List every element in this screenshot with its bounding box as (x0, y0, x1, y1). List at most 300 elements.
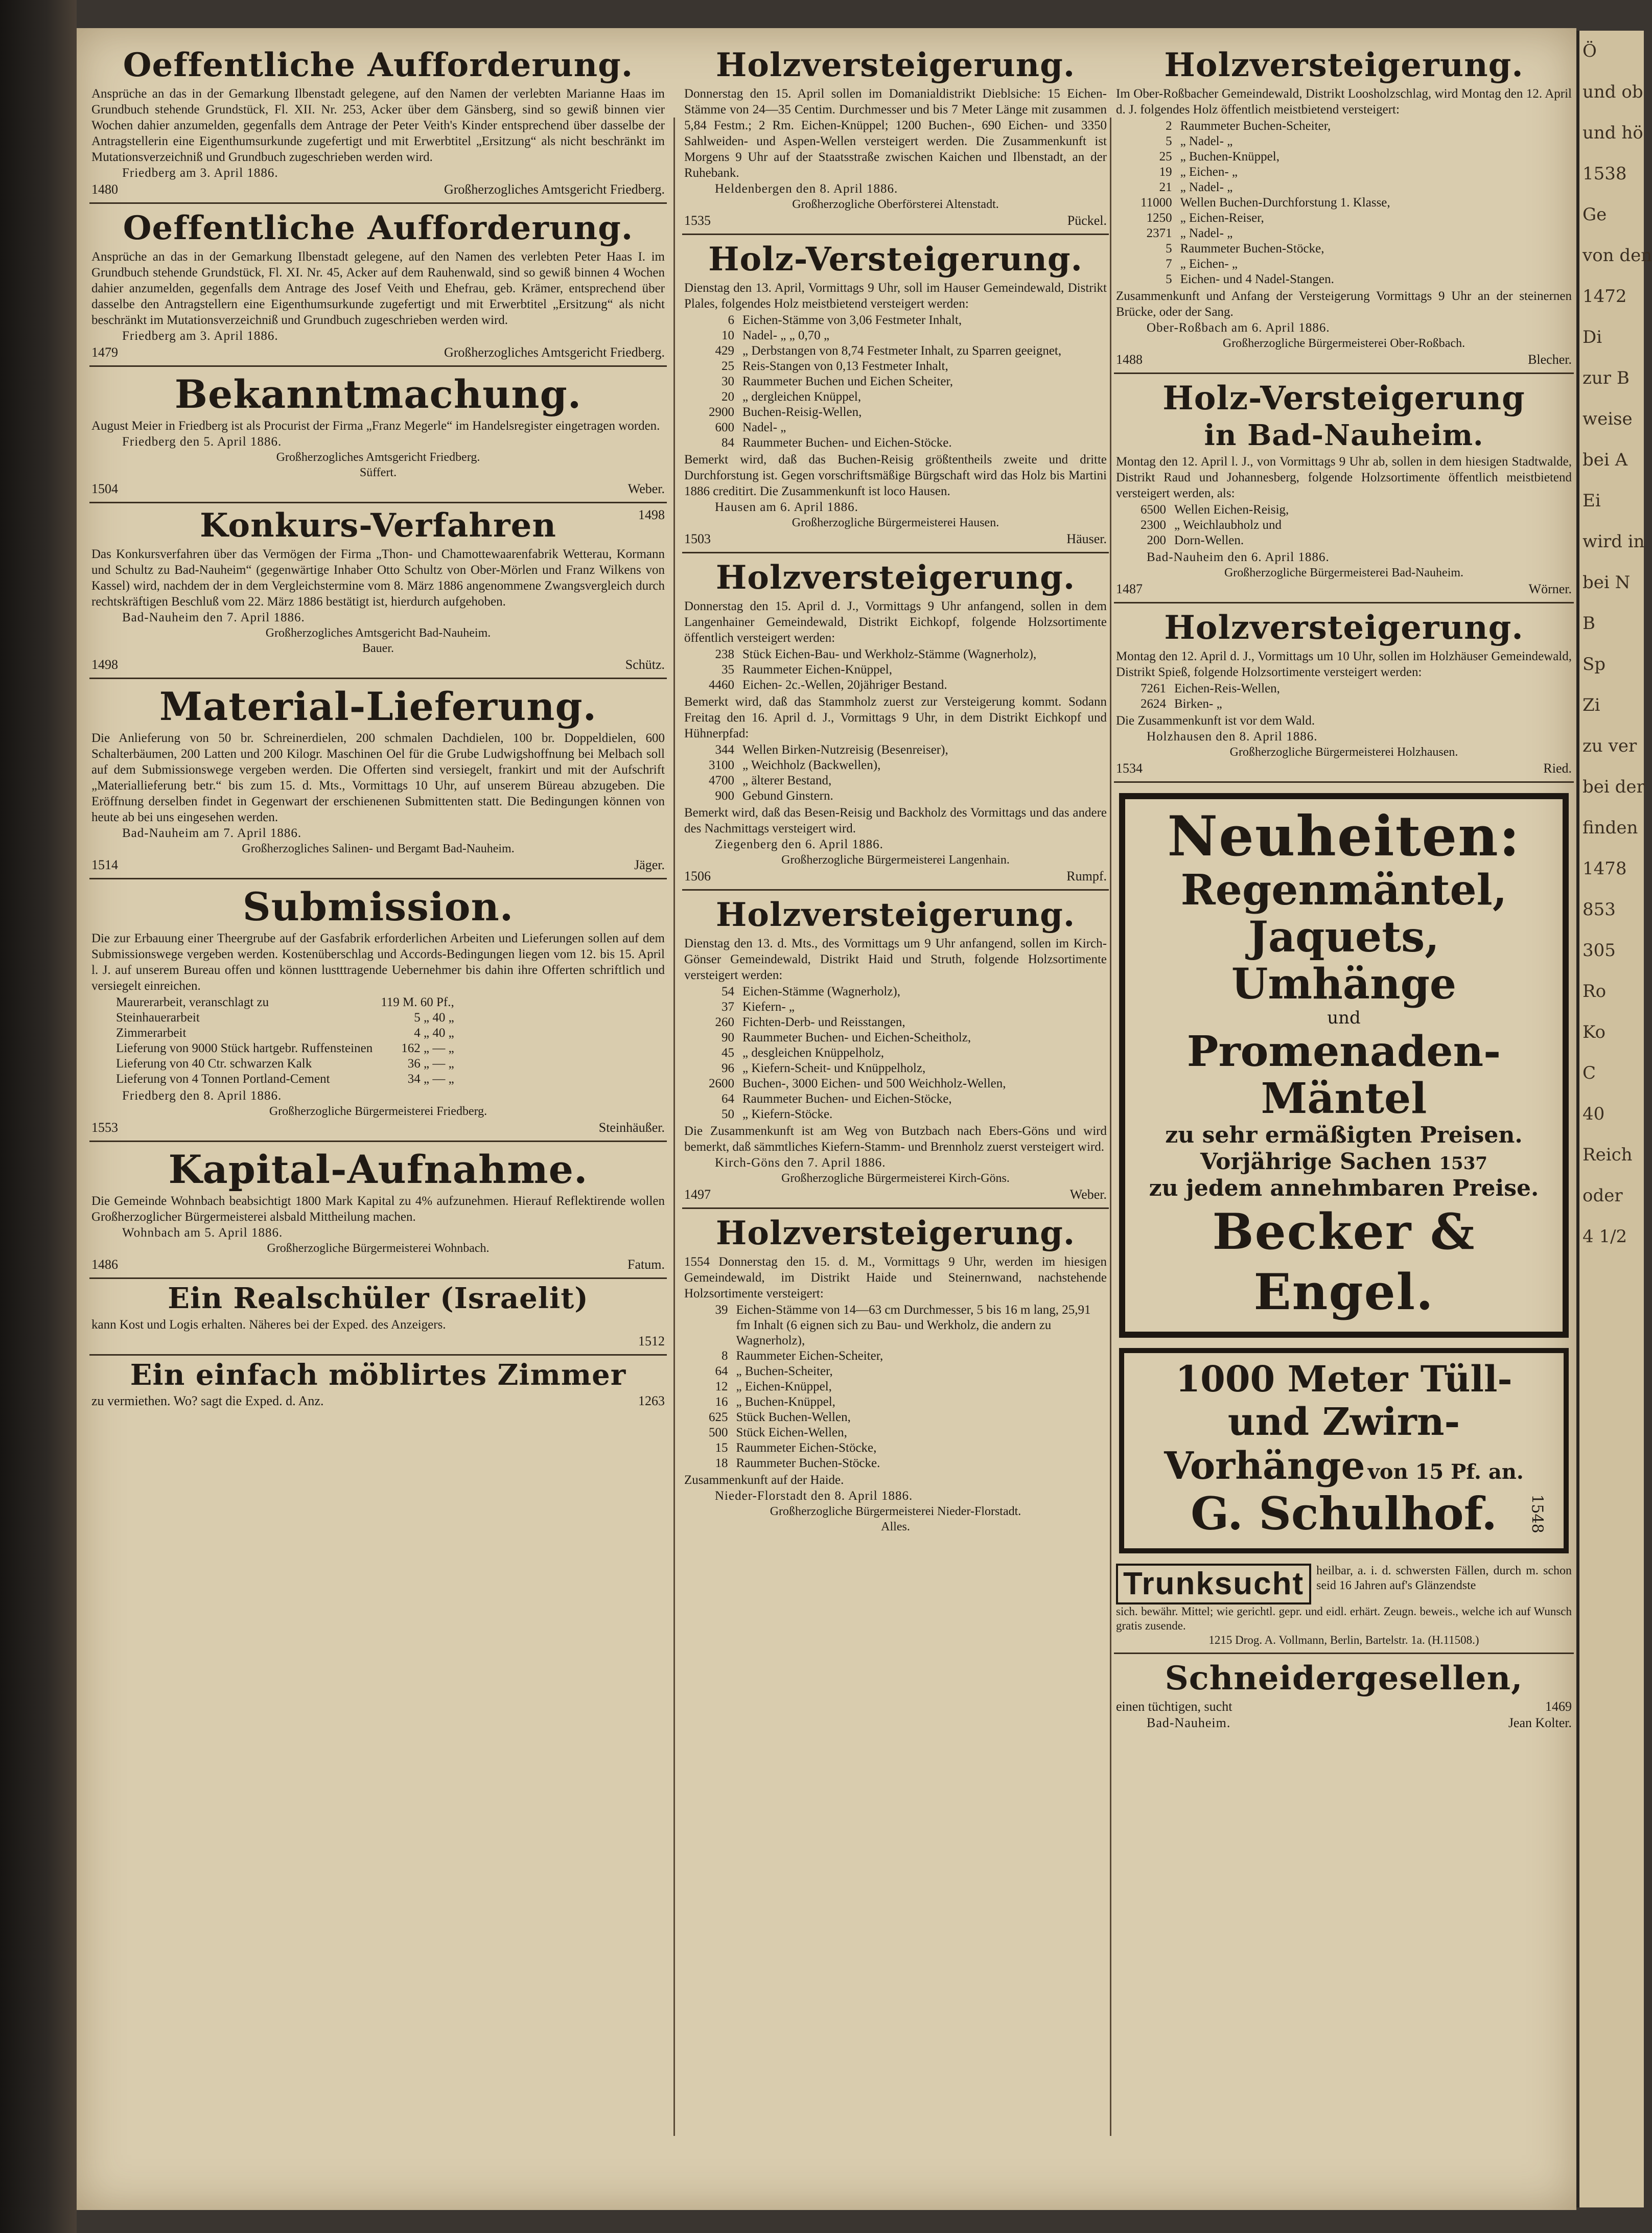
notice-number: 1534 (1116, 761, 1143, 776)
lot-list (705, 647, 1040, 693)
notice-public-summons-2 (89, 204, 667, 367)
edge-text: Reich (1583, 1145, 1633, 1165)
notice-place-date: Ziegenberg den 6. April 1886. (715, 838, 883, 851)
list-item (1136, 134, 1394, 149)
item-value: 162 „ — „ (401, 1041, 454, 1055)
item-qty: 1250 (1146, 211, 1172, 225)
notice-signature: Großherzogliche Bürgermeisterei Ober-Roßbach. (1222, 337, 1465, 350)
list-item (1136, 681, 1284, 696)
notice-title: Holzversteigerung. (715, 896, 1076, 934)
advert-line: Promenaden-Mäntel (1186, 1027, 1501, 1123)
item-qty: 84 (722, 436, 734, 450)
item-qty: 200 (1147, 533, 1166, 547)
notice-place-date: Friedberg den 8. April 1886. (122, 1089, 282, 1103)
item-text: Raummeter Buchen- und Eichen-Stöcke, (742, 1092, 952, 1106)
notice-signature: Großherzogliches Amtsgericht Friedberg. (276, 451, 480, 464)
notice-name: Jäger. (634, 857, 665, 872)
list-item (705, 1076, 1010, 1091)
item-qty: 8 (722, 1349, 728, 1363)
edge-text: 1472 (1583, 286, 1627, 307)
notice-number: 1504 (91, 481, 118, 496)
column-rule (1110, 118, 1111, 2136)
item-qty: 238 (715, 647, 734, 661)
notice-wood-auction-4 (682, 891, 1109, 1209)
item-qty: 12 (715, 1380, 728, 1393)
item-text: „ Nadel- „ (1180, 134, 1233, 148)
edge-text: zur B (1583, 368, 1630, 388)
item-qty: 5 (1166, 272, 1172, 286)
list-item (705, 788, 952, 804)
column-rule (673, 118, 675, 2136)
notice-title: Oeffentliche Aufforderung. (123, 46, 634, 84)
advert-price: von 15 Pf. an. (1367, 1460, 1524, 1484)
edge-text: Ko (1583, 1022, 1606, 1042)
notice-body: Ansprüche an das in der Gemarkung Ilbenstadt gelegene, auf den Namen des verlebten Peter Haas I. im Grundbuch stehende Grundstück, Fl. XI. Nr. 45, Acker auf dem Rauhenwald, sind so gewiß binnen 4 Wochen dahier anzumelden, gegenfalls dem Antrage des Josef Veith und Ehefrau, geb. Krämer, entsprechend über dasselbe den Antragstellern eine Eigenthumsurkunde zugefertigt und mit Erwerbtitel „Ersitzung“ als nicht beschränkt im Mutationsverzeichniß und Grundbuch zugeschrieben werden wird. (91, 250, 665, 327)
item-qty: 2 (1166, 119, 1172, 133)
notice-signature: Großherzogliche Oberförsterei Altenstadt. (792, 198, 999, 211)
notice-name: Steinhäußer. (598, 1120, 665, 1135)
list-item (705, 343, 1065, 359)
list-item (1136, 518, 1293, 533)
advert-line: und (1327, 1008, 1361, 1028)
list-item (705, 1061, 1010, 1076)
item-text: „ Weichlaubholz und (1174, 518, 1282, 532)
list-item (705, 328, 1065, 343)
list-item (1136, 119, 1394, 134)
notice-title: Konkurs-Verfahren (200, 506, 556, 545)
item-text: Wellen Buchen-Durchforstung 1. Klasse, (1180, 196, 1390, 210)
item-text: Eichen-Stämme von 14—63 cm Durchmesser, 5 bis 16 m lang, 25,91 fm Inhalt (6 eignen sich zu Bau- und Werkholz, die andern zu Wagnerholz), (736, 1303, 1091, 1347)
list-item (112, 1026, 458, 1041)
notice-wood-auction-3 (682, 553, 1109, 891)
notice-place-date: Bad-Nauheim den 6. April 1886. (1147, 550, 1330, 564)
item-text: Eichen-Stämme (Wagnerholz), (742, 985, 900, 998)
edge-text: zu ver (1583, 736, 1637, 756)
notice-signature: Großherzogliche Bürgermeisterei Friedberg. (269, 1105, 487, 1118)
item-qty: 625 (709, 1410, 728, 1424)
item-qty: 45 (722, 1046, 734, 1060)
notice-title: Bekanntmachung. (174, 371, 582, 417)
notice-place-date: Kirch-Göns den 7. April 1886. (715, 1156, 886, 1170)
notice-place-date: Wohnbach am 5. April 1886. (122, 1226, 283, 1240)
notice-body: Donnerstag den 15. d. M., Vormittags 9 Uhr, werden im hiesigen Gemeindewald, im Distrikt Haide und Steinernwand, nachstehende Holzsortimente versteigert: (684, 1255, 1107, 1300)
list-item (705, 984, 1010, 999)
item-text: „ Kiefern-Stöcke. (742, 1107, 833, 1121)
notice-number: 1503 (684, 531, 711, 546)
advert-number: 1548 (1528, 1494, 1546, 1533)
notice-signature-name: Bauer. (362, 642, 394, 655)
notice-note: Die Zusammenkunft ist vor dem Wald. (1116, 714, 1315, 728)
adjacent-page-edge (1576, 31, 1652, 2207)
item-qty: 6500 (1141, 503, 1166, 517)
list-item (705, 1364, 1107, 1379)
item-text: Raummeter Buchen-Stöcke, (1180, 242, 1324, 255)
item-text: „ Buchen-Knüppel, (736, 1395, 835, 1409)
list-item (1136, 696, 1284, 712)
notice-number: 1488 (1116, 352, 1143, 367)
notice-subtitle: in Bad-Nauheim. (1204, 418, 1484, 452)
notice-body: zu vermiethen. Wo? sagt die Exped. d. Anz. (91, 1393, 324, 1408)
advert-line: zu jedem annehmbaren Preise. (1149, 1175, 1539, 1201)
item-text: Reis-Stangen von 0,13 Festmeter Inhalt, (742, 359, 948, 373)
edge-text: oder (1583, 1185, 1623, 1206)
item-qty: 25 (722, 359, 734, 373)
notice-number: 1512 (638, 1334, 665, 1348)
list-item (705, 1394, 1107, 1410)
item-text: Raummeter Buchen- und Eichen-Scheitholz, (742, 1031, 971, 1044)
notice-body: Die Gemeinde Wohnbach beabsichtigt 1800 Mark Kapital zu 4% aufzunehmen. Hierauf Reflektirende wollen Großherzoglicher Bürgermeisterei alsbald Mittheilung machen. (91, 1194, 665, 1224)
list-item (1136, 211, 1394, 226)
item-qty: 25 (1159, 150, 1172, 164)
item-text: Stück Eichen-Bau- und Werkholz-Stämme (Wagnerholz), (742, 647, 1037, 661)
advert-line: Vorhänge (1164, 1444, 1365, 1488)
notice-place-date: Holzhausen den 8. April 1886. (1147, 730, 1318, 743)
item-text: „ Weichholz (Backwellen), (742, 758, 881, 772)
edge-text: bei der (1583, 777, 1645, 797)
item-text: „ Derbstangen von 8,74 Festmeter Inhalt, zu Sparren geeignet, (742, 344, 1062, 358)
list-item (112, 1010, 458, 1026)
item-text: Stück Eichen-Wellen, (736, 1426, 847, 1439)
notice-name: Weber. (1069, 1187, 1107, 1202)
advert-line: und Zwirn- (1227, 1400, 1460, 1444)
notice-body: Dienstag den 13. April, Vormittags 9 Uhr, soll im Hauser Gemeindewald, Distrikt Plales, folgendes Holz meistbietend versteigert werden: (684, 281, 1107, 311)
edge-text: Di (1583, 327, 1602, 347)
list-item (705, 1348, 1107, 1364)
item-text: „ Eichen- „ (1180, 165, 1238, 179)
notice-title: Oeffentliche Aufforderung. (123, 209, 634, 247)
advert-headline: Neuheiten: (1167, 804, 1521, 869)
item-text: Eichen- 2c.-Wellen, 20jähriger Bestand. (742, 678, 947, 692)
notice-number: 1486 (91, 1257, 118, 1272)
notice-wood-auction-bad-nauheim (1114, 374, 1574, 603)
notice-place-date: Ober-Roßbach am 6. April 1886. (1147, 321, 1330, 335)
notice-number: 1479 (91, 345, 118, 360)
item-qty: 2900 (709, 405, 734, 419)
notice-body: Ansprüche an das in der Gemarkung Ilbenstadt gelegene, auf den Namen der verlebten Marianne Haas im Grundbuch stehende Grundstück, Fl. XII. Nr. 253, Acker über dem Gänsberg, sind so gewiß binnen vier Wochen dahier anzumelden, gegenfalls dem Antrage der Peter Veith's Kinder entsprechend über dasselbe der Antragstellerin eine Eigenthumsurkunde zugefertigt und mit Erwerbtitel „Ersitzung“ als nicht beschränkt im Mutationsverzeichniß und Grundbuch zugeschrieben werden wird. (91, 87, 665, 164)
advert-line: Vorjährige Sachen (1200, 1149, 1432, 1175)
advert-company: G. Schulhof. (1191, 1487, 1497, 1540)
notice-number: 1469 (1545, 1699, 1572, 1714)
item-text: Fichten-Derb- und Reisstangen, (742, 1015, 905, 1029)
advert-line: Regenmäntel, (1180, 866, 1507, 915)
item-qty: 37 (722, 1000, 734, 1014)
notice-number: 1480 (91, 182, 118, 197)
item-text: Raummeter Buchen- und Eichen-Stöcke. (742, 436, 952, 450)
item-qty: 18 (715, 1456, 728, 1470)
list-item (705, 999, 1010, 1015)
notice-name: Ried. (1543, 761, 1572, 776)
notice-place-date: Friedberg am 3. April 1886. (122, 329, 278, 343)
notice-title: Ein einfach möblirtes Zimmer (130, 1358, 626, 1392)
notice-body: Montag den 12. April l. J., von Vormittags 9 Uhr ab, sollen in dem hiesigen Stadtwalde, Distrikt Raud und Johannesberg, folgende Holzsortimente öffentlich meistbietend versteigert werden, als: (1116, 455, 1572, 500)
notice-signature: Großherzogliche Bürgermeisterei Bad-Nauheim. (1224, 566, 1464, 579)
notice-signature: Großherzogliche Bürgermeisterei Hausen. (792, 516, 999, 529)
advert-line: Jaquets, Umhänge (1231, 913, 1457, 1009)
item-qty: 90 (722, 1031, 734, 1044)
item-text: „ Nadel- „ (1180, 226, 1233, 240)
item-label: Zimmerarbeit (116, 1026, 187, 1040)
advert-trunksucht (1114, 1561, 1574, 1654)
notice-number: 1553 (91, 1120, 118, 1135)
item-text: Raummeter Buchen-Scheiter, (1180, 119, 1331, 133)
item-value: 36 „ — „ (407, 1057, 454, 1071)
notice-title: Submission. (242, 884, 514, 929)
item-text: Buchen-, 3000 Eichen- und 500 Weichholz-Wellen, (742, 1077, 1006, 1090)
item-text: Kiefern- „ (742, 1000, 795, 1014)
item-text: Eichen-Reis-Wellen, (1174, 682, 1280, 695)
list-item (1136, 241, 1394, 257)
notice-announcement (89, 367, 667, 503)
edge-text: finden (1583, 818, 1638, 838)
item-text: Nadel- „ „ 0,70 „ (742, 329, 830, 342)
item-qty: 3100 (709, 758, 734, 772)
edge-text: und ob (1583, 82, 1643, 102)
item-qty: 6 (728, 313, 734, 327)
notice-number: 1506 (684, 869, 711, 883)
edge-text: B (1583, 613, 1595, 634)
list-item (705, 1456, 1107, 1471)
item-text: Wellen Birken-Nutzreisig (Besenreiser), (742, 743, 948, 757)
notice-place: Bad-Nauheim. (1147, 1715, 1231, 1730)
item-text: „ Kiefern-Scheit- und Knüppelholz, (742, 1061, 926, 1075)
notice-capital-loan (89, 1142, 667, 1279)
item-qty: 21 (1159, 180, 1172, 194)
item-label: Maurerarbeit, veranschlagt zu (116, 995, 269, 1009)
notice-name: Pückel. (1067, 213, 1107, 228)
notice-note: Bemerkt wird, daß das Buchen-Reisig größtentheils zweite und dritte Durchforstung ist. Gegen vorschriftsmäßige Bürgschaft wird das Holz bis Martini 1886 creditirt. Die Zusammenkunft ist loco Hausen. (684, 453, 1107, 498)
list-item (1136, 272, 1394, 287)
item-text: Eichen- und 4 Nadel-Stangen. (1180, 272, 1334, 286)
notice-place-date: Friedberg den 5. April 1886. (122, 435, 282, 449)
notice-name: Wörner. (1528, 581, 1572, 596)
lot-list (705, 742, 952, 804)
notice-wood-auction-ober-rossbach (1114, 41, 1574, 374)
item-qty: 64 (722, 1092, 734, 1106)
notice-public-summons-1 (89, 41, 667, 204)
column-right (1114, 41, 1574, 2202)
edge-text: von den (1583, 245, 1652, 266)
item-text: „ Nadel- „ (1180, 180, 1233, 194)
item-qty: 10 (722, 329, 734, 342)
item-qty: 11000 (1141, 196, 1172, 210)
notice-number-top: 1554 (684, 1255, 710, 1269)
item-label: Steinhauerarbeit (116, 1011, 200, 1025)
notice-place-date: Nieder-Florstadt den 8. April 1886. (715, 1489, 913, 1503)
lot-list (1136, 681, 1284, 712)
notice-title: Holzversteigerung. (715, 559, 1076, 597)
notice-submission (89, 879, 667, 1142)
notice-wood-auction-2 (682, 235, 1109, 553)
item-qty: 429 (715, 344, 734, 358)
item-text: Raummeter Eichen-Knüppel, (742, 663, 892, 677)
item-qty: 500 (709, 1426, 728, 1439)
advert-schulhof (1119, 1348, 1569, 1553)
notice-name: Jean Kolter. (1508, 1715, 1572, 1730)
notice-number: 1487 (1116, 581, 1143, 596)
item-text: Nadel- „ (742, 421, 786, 434)
notice-body: Montag den 12. April d. J., Vormittags um 10 Uhr, sollen im Holzhäuser Gemeindewald, Distrikt Spieß, folgende Holzsortimente versteigert werden: (1116, 649, 1572, 679)
list-item (705, 435, 1065, 451)
notice-name: Schütz. (625, 657, 665, 672)
list-item (705, 1015, 1010, 1030)
notice-signature: Großherzogliche Bürgermeisterei Holzhausen. (1229, 746, 1458, 759)
notice-number: 1514 (91, 857, 118, 872)
item-qty: 4700 (709, 774, 734, 787)
item-text: Gebund Ginstern. (742, 789, 833, 803)
notice-title: Holzversteigerung. (1164, 609, 1524, 647)
lot-list (1136, 119, 1394, 287)
edge-text: Ö (1583, 41, 1597, 61)
notice-body: einen tüchtigen, sucht (1116, 1699, 1232, 1714)
advert-number: 1537 (1439, 1153, 1488, 1174)
item-label: Lieferung von 9000 Stück hartgebr. Ruffensteinen (116, 1041, 373, 1055)
edge-text: Ei (1583, 491, 1601, 511)
edge-text: bei A (1583, 450, 1628, 470)
notice-signature: Großherzogliches Amtsgericht Friedberg. (444, 345, 665, 360)
list-item (112, 995, 458, 1010)
edge-text: Sp (1583, 654, 1606, 674)
list-item (705, 742, 952, 758)
item-text: Raummeter Buchen-Stöcke. (736, 1456, 880, 1470)
notice-note: Die Zusammenkunft ist am Weg von Butzbach nach Ebers-Göns und wird bemerkt, daß sämmtliches Kiefern-Stamm- und Brennholz zuerst versteigert wird. (684, 1124, 1107, 1154)
item-text: Buchen-Reisig-Wellen, (742, 405, 862, 419)
item-qty: 4460 (709, 678, 734, 692)
item-text: Raummeter Eichen-Scheiter, (736, 1349, 883, 1363)
notice-title: Holzversteigerung. (715, 46, 1076, 84)
notice-title: Material-Lieferung. (159, 684, 597, 729)
item-qty: 54 (722, 985, 734, 998)
list-item (705, 359, 1065, 374)
notice-number: 1535 (684, 213, 711, 228)
item-qty: 30 (722, 375, 734, 388)
item-qty: 35 (722, 663, 734, 677)
notice-title: Kapital-Aufnahme. (168, 1147, 588, 1192)
advert-address: 1215 Drog. A. Vollmann, Berlin, Bartelstr. 1a. (H.11508.) (1208, 1634, 1479, 1646)
list-item (705, 758, 952, 773)
list-item (1136, 257, 1394, 272)
item-qty: 7 (1166, 257, 1172, 271)
notice-title: Ein Realschüler (Israelit) (168, 1282, 589, 1315)
notice-body: Dienstag den 13. d. Mts., des Vormittags um 9 Uhr anfangend, sollen im Kirch-Gönser Gemeindewald, Distrikt Haid und Struth, folgende Holzsortimente versteigert werden: (684, 937, 1107, 982)
edge-text: 1538 (1583, 164, 1627, 184)
advert-line: zu sehr ermäßigten Preisen. (1165, 1122, 1523, 1148)
edge-text: wird in (1583, 531, 1645, 552)
list-item (705, 1302, 1107, 1348)
list-item (705, 1410, 1107, 1425)
item-label: Lieferung von 4 Tonnen Portland-Cement (116, 1072, 330, 1086)
list-item (705, 1030, 1010, 1045)
item-text: „ Buchen-Knüppel, (1180, 150, 1279, 164)
item-qty: 900 (715, 789, 734, 803)
list-item (112, 1072, 458, 1087)
item-qty: 2300 (1141, 518, 1166, 532)
lot-list (1136, 502, 1293, 548)
item-qty: 19 (1159, 165, 1172, 179)
item-value: 34 „ — „ (407, 1072, 454, 1086)
notice-wood-auction-5 (682, 1209, 1109, 1540)
notice-title: Holz-Versteigerung (1162, 379, 1525, 417)
notice-note: Zusammenkunft auf der Haide. (684, 1473, 844, 1487)
list-item (705, 1107, 1010, 1122)
list-item (705, 420, 1065, 435)
notice-name: Rumpf. (1066, 869, 1107, 883)
item-value: 119 M. 60 Pf., (381, 995, 454, 1009)
notice-signature: Großherzogliche Bürgermeisterei Nieder-Florstadt. (770, 1505, 1021, 1518)
notice-name: Weber. (627, 481, 665, 496)
edge-text: 4 1/2 (1583, 1226, 1627, 1247)
list-item (705, 405, 1065, 420)
notice-body: Das Konkursverfahren über das Vermögen der Firma „Thon- und Chamottewaarenfabrik Wetterau, Kormann und Schultz zu Bad-Nauheim“ (gegenwärtige Inhaber Otto Schultz von Ober-Mörlen und Franz Wilkens von Kassel) wird, nachdem der in dem Vergleichstermine vom 8. März 1886 angenommene Zwangsvergleich durch rechtskräftigen Beschluß vom 22. März 1886 bestätigt ist, hierdurch aufgehoben. (91, 547, 665, 609)
item-qty: 16 (715, 1395, 728, 1409)
notice-signature: Großherzogliches Salinen- und Bergamt Bad-Nauheim. (242, 842, 515, 855)
item-value: 5 „ 40 „ (414, 1011, 454, 1025)
item-qty: 5 (1166, 242, 1172, 255)
edge-text: bei N (1583, 572, 1631, 593)
item-qty: 2624 (1141, 697, 1166, 711)
advert-headline: 1000 Meter Tüll- (1175, 1358, 1513, 1400)
list-item (705, 1425, 1107, 1440)
item-value: 4 „ 40 „ (414, 1026, 454, 1040)
list-item (112, 1056, 458, 1072)
item-label: Lieferung von 40 Ctr. schwarzen Kalk (116, 1057, 312, 1071)
notice-place-date: Bad-Nauheim den 7. April 1886. (122, 611, 305, 624)
list-item (112, 1041, 458, 1056)
notice-body: Donnerstag den 15. April d. J., Vormittags 9 Uhr anfangend, sollen in dem Langenhainer Gemeindewald, Distrikt Eichkopf, folgende Holzsortimente öffentlich versteigert werden: (684, 599, 1107, 645)
notice-title: Holzversteigerung. (1164, 46, 1524, 84)
notice-name: Häuser. (1066, 531, 1107, 546)
list-item (705, 773, 952, 788)
cost-list (112, 995, 458, 1087)
notice-signature-name: Süffert. (359, 466, 397, 479)
notice-signature: Großherzogliche Bürgermeisterei Langenhain. (781, 853, 1010, 867)
edge-text: C (1583, 1063, 1596, 1083)
item-qty: 5 (1166, 134, 1172, 148)
notice-place-date: Bad-Nauheim am 7. April 1886. (122, 826, 302, 840)
item-qty: 7261 (1141, 682, 1166, 695)
item-qty: 260 (715, 1015, 734, 1029)
item-qty: 39 (715, 1303, 728, 1317)
edge-text: 40 (1583, 1104, 1605, 1124)
notice-student-lodging (89, 1279, 667, 1356)
notice-room-for-rent (89, 1356, 667, 1414)
notice-title: Holz-Versteigerung. (708, 240, 1083, 278)
column-middle (682, 41, 1109, 2202)
lot-list (705, 313, 1065, 451)
notice-body: Im Ober-Roßbacher Gemeindewald, Distrikt Loosholzschlag, wird Montag den 12. April d. J. folgendes Holz öffentlich meistbietend versteigert: (1116, 87, 1572, 117)
notice-number: 1497 (684, 1187, 711, 1202)
advert-body: sich. bewähr. Mittel; wie gerichtl. gepr. und eidl. erhärt. Zeugn. beweis., welche ich auf Wunsch gratis zusende. (1116, 1605, 1572, 1632)
advert-keyword: Trunksucht (1116, 1564, 1311, 1604)
item-text: Eichen-Stämme von 3,06 Festmeter Inhalt, (742, 313, 962, 327)
notice-body: Donnerstag den 15. April sollen im Domanialdistrikt Dieblsiche: 15 Eichen-Stämme von 24—35 Centim. Durchmesser und bis 7 Meter Länge mit zusammen 5,84 Festm.; 2 Rm. Eichen-Knüppel; 1200 Buchen-, 690 Eichen- und 3350 Sahlweiden- und Aspen-Wellen versteigert werden. Die Zusammenkunft ist Morgens 9 Uhr auf der Staatsstraße zwischen Kaichen und Ilbenstadt, an der Ruhebank. (684, 87, 1107, 180)
notice-number: 1263 (638, 1393, 665, 1408)
list-item (705, 374, 1065, 389)
item-qty: 2600 (709, 1077, 734, 1090)
notice-signature: Großherzogliche Bürgermeisterei Wohnbach. (267, 1242, 490, 1255)
edge-text: Ge (1583, 204, 1607, 225)
item-qty: 15 (715, 1441, 728, 1455)
notice-body: Die zur Erbauung einer Theergrube auf der Gasfabrik erforderlichen Arbeiten und Lieferungen sollen auf dem Submissionswege vergeben werden. Kostenüberschlag und Accords-Bedingungen liegen vom 12. bis 15. April l. J. auf unserem Bureau offen und können lustttragende Uebernehmer bis dahin ihre Offerten schriftlich und versiegelt einreichen. (91, 932, 665, 993)
item-text: Raummeter Buchen und Eichen Scheiter, (742, 375, 953, 388)
list-item (705, 1440, 1107, 1456)
list-item (705, 1091, 1010, 1107)
notice-tailor-wanted (1114, 1654, 1574, 1736)
edge-text: 853 (1583, 899, 1616, 920)
list-item (705, 1379, 1107, 1394)
notice-number: 1498 (91, 657, 118, 672)
edge-text: 1478 (1583, 858, 1627, 879)
item-text: Stück Buchen-Wellen, (736, 1410, 851, 1424)
